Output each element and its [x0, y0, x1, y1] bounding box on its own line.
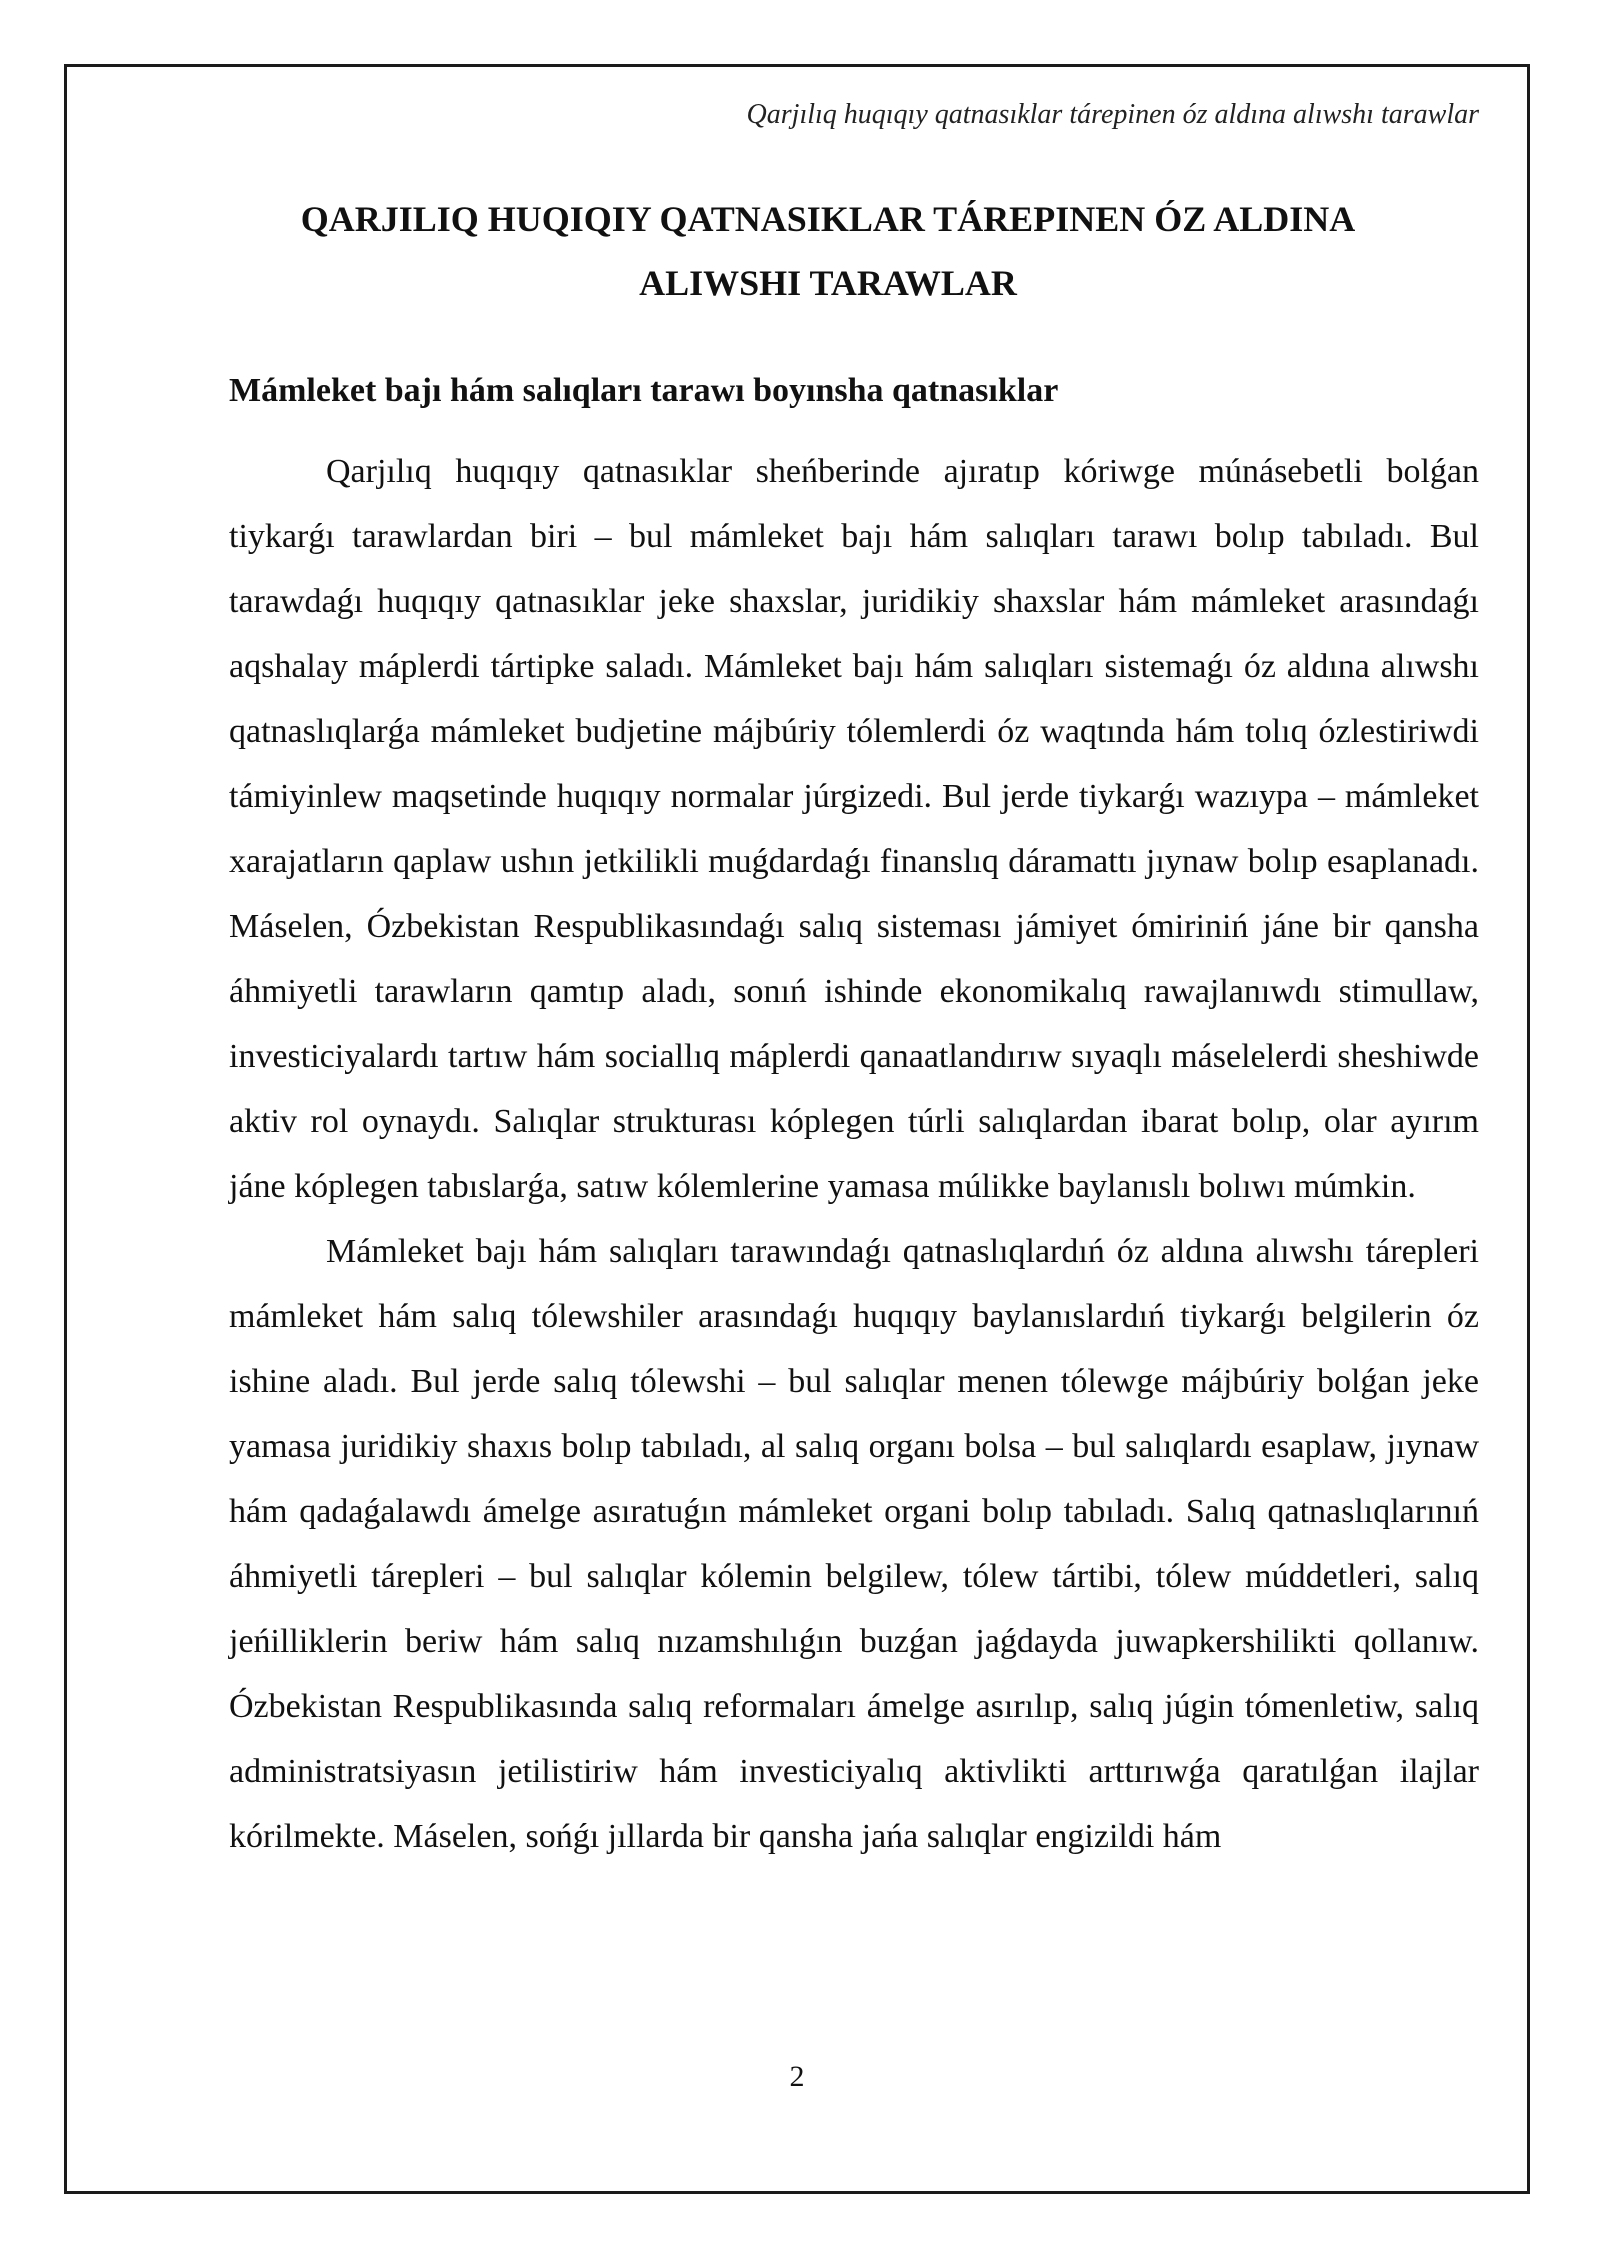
- paragraph: Qarjılıq huqıqıy qatnasıklar sheńberinde ajıratıp kóriwge múnásebetli bolǵan tiykarǵı tarawlardan biri – bul mámleket bajı hám salıqları tarawı bolıp tabıladı. Bul tarawdaǵı huqıqıy qatnasıklar jeke shaxslar, juridikiy shaxslar hám mámleket arasındaǵı aqshalay máplerdi tártipke saladı. Mámleket bajı hám salıqları sistemaǵı óz aldına alıwshı qatnaslıqlarǵa mámleket budjetine májbúriy tólemlerdi óz waqtında hám tolıq ózlestiriwdi támiyinlew maqsetinde huqıqıy normalar júrgizedi. Bul jerde tiykarǵı wazıypa – mámleket xarajatların qaplaw ushın jetkilikli muǵdardaǵı finanslıq dáramattı jıynaw bolıp esaplanadı. Máselen, Ózbekistan Respublikasındaǵı salıq sisteması jámiyet ómiriniń jáne bir qansha áhmiyetli tarawların qamtıp aladı, sonıń ishinde ekonomikalıq rawajlanıwdı stimullaw, investiciyalardı tartıw hám sociallıq máplerdi qanaatlandırıw sıyaqlı máselelerdi sheshiwde aktiv rol oynaydı. Salıqlar strukturası kóplegen túrli salıqlardan ibarat bolıp, olar ayırım jáne kóplegen tabıslarǵa, satıw kólemlerine yamasa múlikke baylanıslı bolıwı múmkin.: [229, 453, 1479, 1205]
- page-number: 2: [789, 2060, 805, 2093]
- title-line-1: QARJILIQ HUQIQIY QATNASIKLAR TÁREPINEN ÓZ ALDINA: [300, 199, 1356, 239]
- running-header: Qarjılıq huqıqıy qatnasıklar tárepinen óz aldına alıwshı tarawlar: [746, 99, 1479, 130]
- section-heading: Mámleket bajı hám salıqları tarawı boyınsha qatnasıklar: [229, 372, 1059, 409]
- title-line-2: ALIWSHI TARAWLAR: [639, 263, 1017, 303]
- body-text: [229, 439, 1479, 1869]
- paragraph: Mámleket bajı hám salıqları tarawındaǵı qatnaslıqlardıń óz aldına alıwshı tárepleri mámleket hám salıq tólewshiler arasındaǵı huqıqıy baylanıslardıń tiykarǵı belgilerin óz ishine aladı. Bul jerde salıq tólewshi – bul salıqlar menen tólewge májbúriy bolǵan jeke yamasa juridikiy shaxıs bolıp tabıladı, al salıq organı bolsa – bul salıqlardı esaplaw, jıynaw hám qadaǵalawdı ámelge asıratuǵın mámleket organi bolıp tabıladı. Salıq qatnaslıqlarınıń áhmiyetli tárepleri – bul salıqlar kólemin belgilew, tólew tártibi, tólew múddetleri, salıq jeńilliklerin beriw hám salıq nızamshılıǵın buzǵan jaǵdayda juwapkershilikti qollanıw. Ózbekistan Respublikasında salıq reformaları ámelge asırılıp, salıq júgin tómenletiw, salıq administratsiyasın jetilistiriw hám investiciyalıq aktivlikti arttırıwǵa qaratılǵan ilajlar kórilmekte. Máselen, sońǵı jıllarda bir qansha jańa salıqlar engizildi hám: [229, 1233, 1479, 1855]
- page-title: [217, 187, 1439, 315]
- page-border: [64, 64, 1530, 2194]
